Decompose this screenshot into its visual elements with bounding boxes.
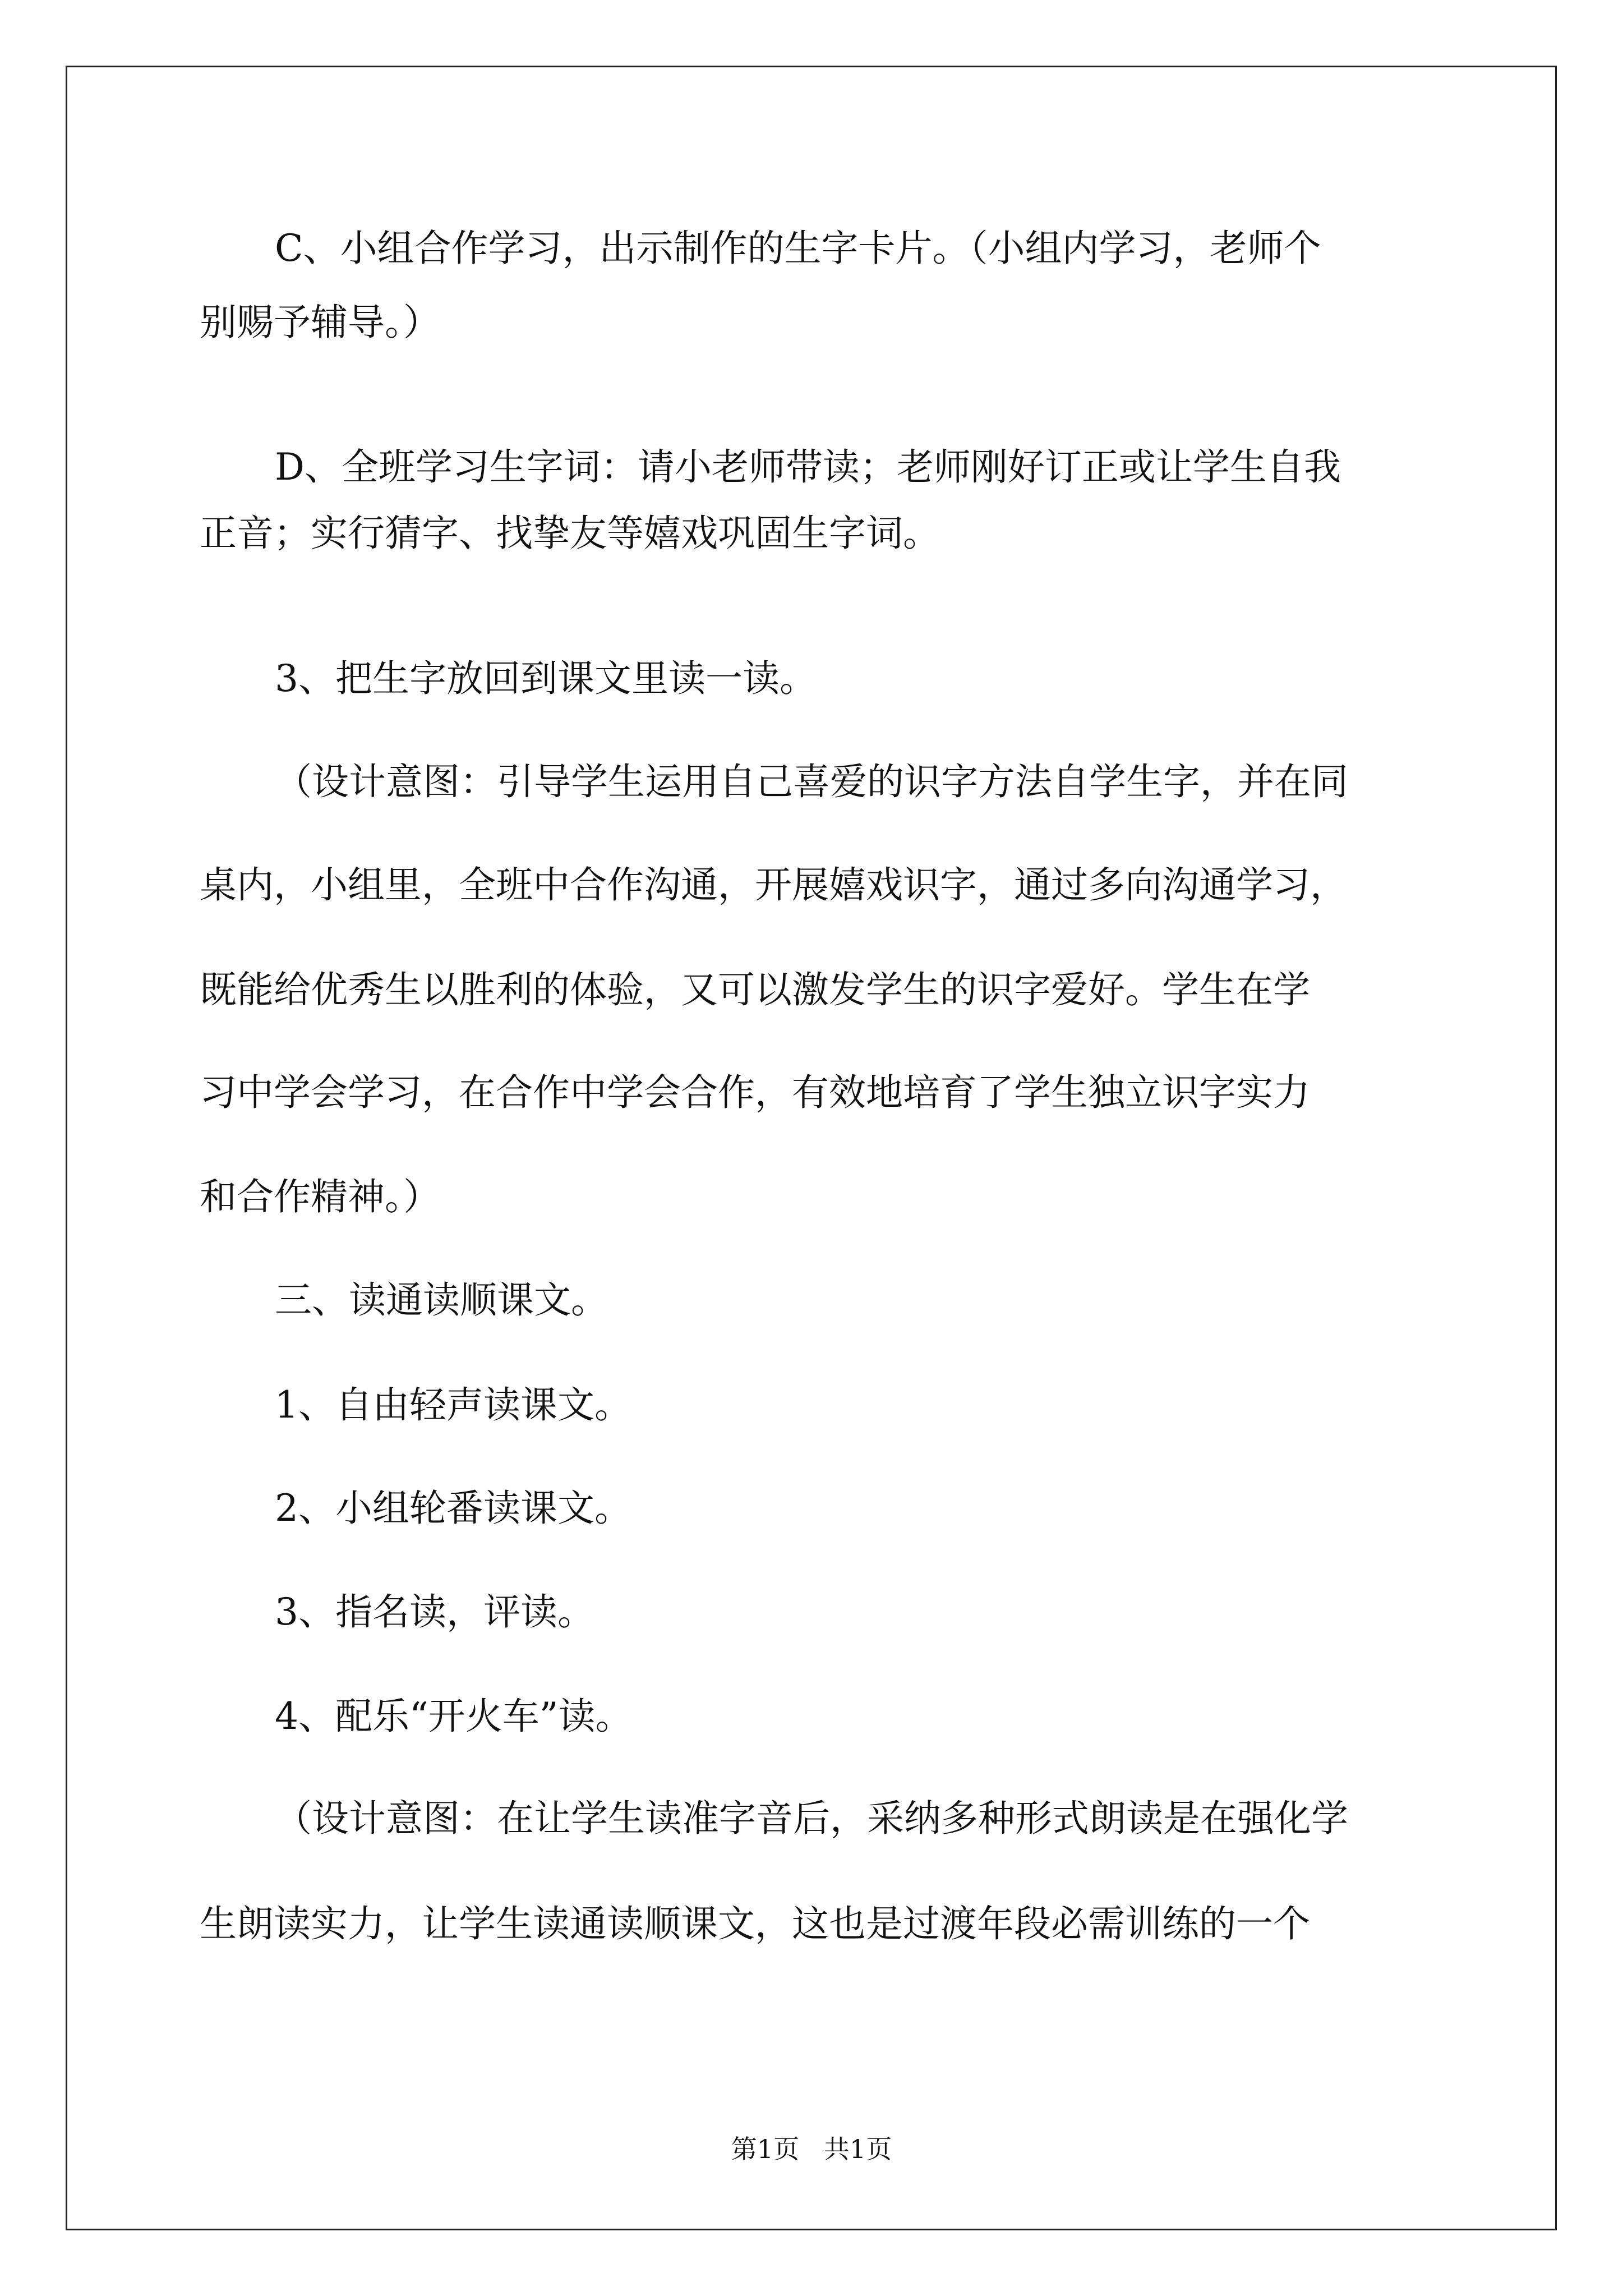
text-line: （设计意图：引导学生运用自己喜爱的识字方法自学生字，并在同 [275,760,1348,803]
text-line: 习中学会学习，在合作中学会合作，有效地培育了学生独立识字实力 [200,1071,1310,1114]
text-line: D、全班学习生字词：请小老师带读；老师刚好订正或让学生自我 [275,445,1341,489]
text-line: （设计意图：在让学生读准字音后，采纳多种形式朗读是在强化学 [275,1797,1348,1840]
text-line: 和合作精神。） [200,1175,440,1218]
text-line: 正音；实行猜字、找挚友等嬉戏巩固生字词。 [200,512,940,555]
text-line: 4、配乐“开火车”读。 [275,1695,633,1738]
page-footer: 第1页 共1页 [731,2134,892,2164]
text-line: 生朗读实力，让学生读通读顺课文，这也是过渡年段必需训练的一个 [200,1902,1310,1945]
text-line: 1、自由轻声读课文。 [275,1383,631,1427]
text-line: 桌内，小组里，全班中合作沟通，开展嬉戏识字，通过多向沟通学习， [200,863,1347,907]
text-line: 别赐予辅导。） [200,301,440,344]
text-line: 2、小组轮番读课文。 [275,1487,631,1530]
text-line: 3、把生字放回到课文里读一读。 [275,657,817,700]
text-line: 既能给优秀生以胜利的体验，又可以激发学生的识字爱好。学生在学 [200,968,1310,1011]
text-line: C、小组合作学习，出示制作的生字卡片。（小组内学习，老师个 [275,227,1321,270]
text-line: 三、读通读顺课文。 [275,1278,608,1322]
text-line: 3、指名读，评读。 [275,1590,594,1634]
